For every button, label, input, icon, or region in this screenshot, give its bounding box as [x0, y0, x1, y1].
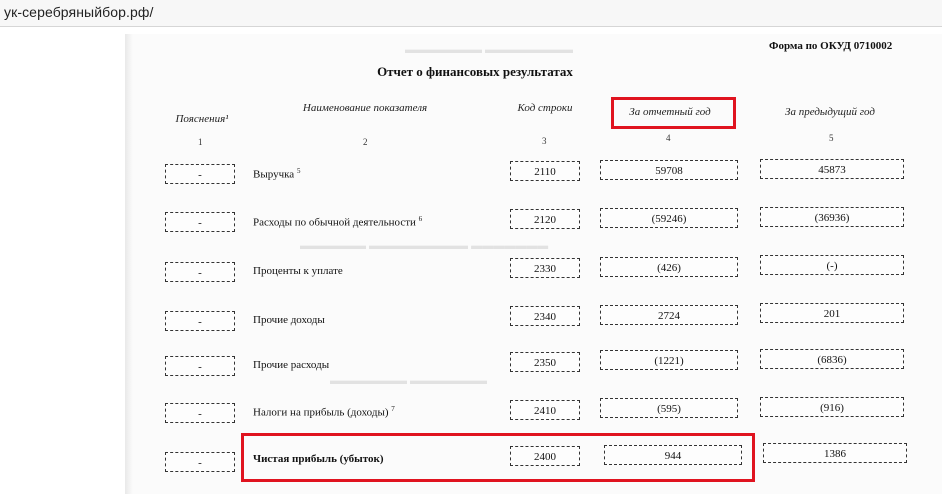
current-year-cell: (595)	[600, 398, 738, 418]
row-label: Расходы по обычной деятельности $^6$	[253, 215, 423, 229]
url-text[interactable]: ук-серебряныйбор.рф/	[4, 4, 154, 20]
previous-year-cell: (916)	[760, 397, 904, 417]
column-number: 3	[542, 136, 547, 146]
row-label: Прочие расходы	[253, 359, 330, 371]
bleed-through-text: ▬▬▬▬▬▬▬ ▬▬▬▬▬▬▬▬	[405, 44, 574, 56]
row-label: Прочие доходы	[253, 314, 325, 326]
address-bar[interactable]	[0, 0, 942, 27]
previous-year-cell: (36936)	[760, 207, 904, 227]
bleed-through-text: ▬▬▬▬▬▬ ▬▬▬▬▬▬▬▬▬ ▬▬▬▬▬▬▬	[300, 240, 549, 252]
column-number: 2	[363, 137, 368, 147]
column-header-indicator: Наименование показателя	[302, 102, 428, 114]
column-number: 5	[829, 133, 834, 143]
column-header-notes: Пояснения¹	[175, 113, 229, 125]
column-header-line-code: Код строки	[517, 102, 573, 114]
previous-year-cell: (6836)	[760, 349, 904, 369]
current-year-cell: 944	[604, 445, 742, 465]
column-number: 4	[666, 133, 671, 143]
line-code-cell: 2410	[510, 400, 580, 420]
previous-year-cell: 45873	[760, 159, 904, 179]
document-title: Отчет о финансовых результатах	[377, 64, 573, 79]
note-cell: -	[165, 262, 235, 282]
note-cell: -	[165, 164, 235, 184]
previous-year-cell: 1386	[763, 443, 907, 463]
column-header-previous-year: За предыдущий год	[785, 106, 875, 118]
note-cell: -	[165, 452, 235, 472]
line-code-cell: 2400	[510, 446, 580, 466]
row-label: Выручка $^5$	[253, 167, 301, 181]
line-code-cell: 2340	[510, 306, 580, 326]
row-label: Налоги на прибыль (доходы) $^7$	[253, 405, 395, 419]
current-year-cell: 2724	[600, 305, 738, 325]
previous-year-cell: (-)	[760, 255, 904, 275]
row-label-net-profit: Чистая прибыль (убыток)	[253, 453, 384, 465]
highlight-net-profit-row	[241, 433, 755, 482]
note-cell: -	[165, 212, 235, 232]
highlight-current-year-header	[611, 97, 736, 129]
bleed-through-text: ▬▬▬▬▬▬▬ ▬▬▬▬▬▬▬	[330, 375, 488, 387]
previous-year-cell: 201	[760, 303, 904, 323]
note-cell: -	[165, 356, 235, 376]
current-year-cell: (59246)	[600, 208, 738, 228]
line-code-cell: 2350	[510, 352, 580, 372]
current-year-cell: 59708	[600, 160, 738, 180]
current-year-cell: (1221)	[600, 350, 738, 370]
line-code-cell: 2330	[510, 258, 580, 278]
line-code-cell: 2110	[510, 161, 580, 181]
row-label: Проценты к уплате	[253, 265, 343, 277]
column-header-current-year: За отчетный год	[629, 106, 711, 118]
form-code: Форма по ОКУД 0710002	[769, 40, 893, 52]
column-number: 1	[198, 137, 203, 147]
note-cell: -	[165, 311, 235, 331]
line-code-cell: 2120	[510, 209, 580, 229]
note-cell: -	[165, 403, 235, 423]
current-year-cell: (426)	[600, 257, 738, 277]
